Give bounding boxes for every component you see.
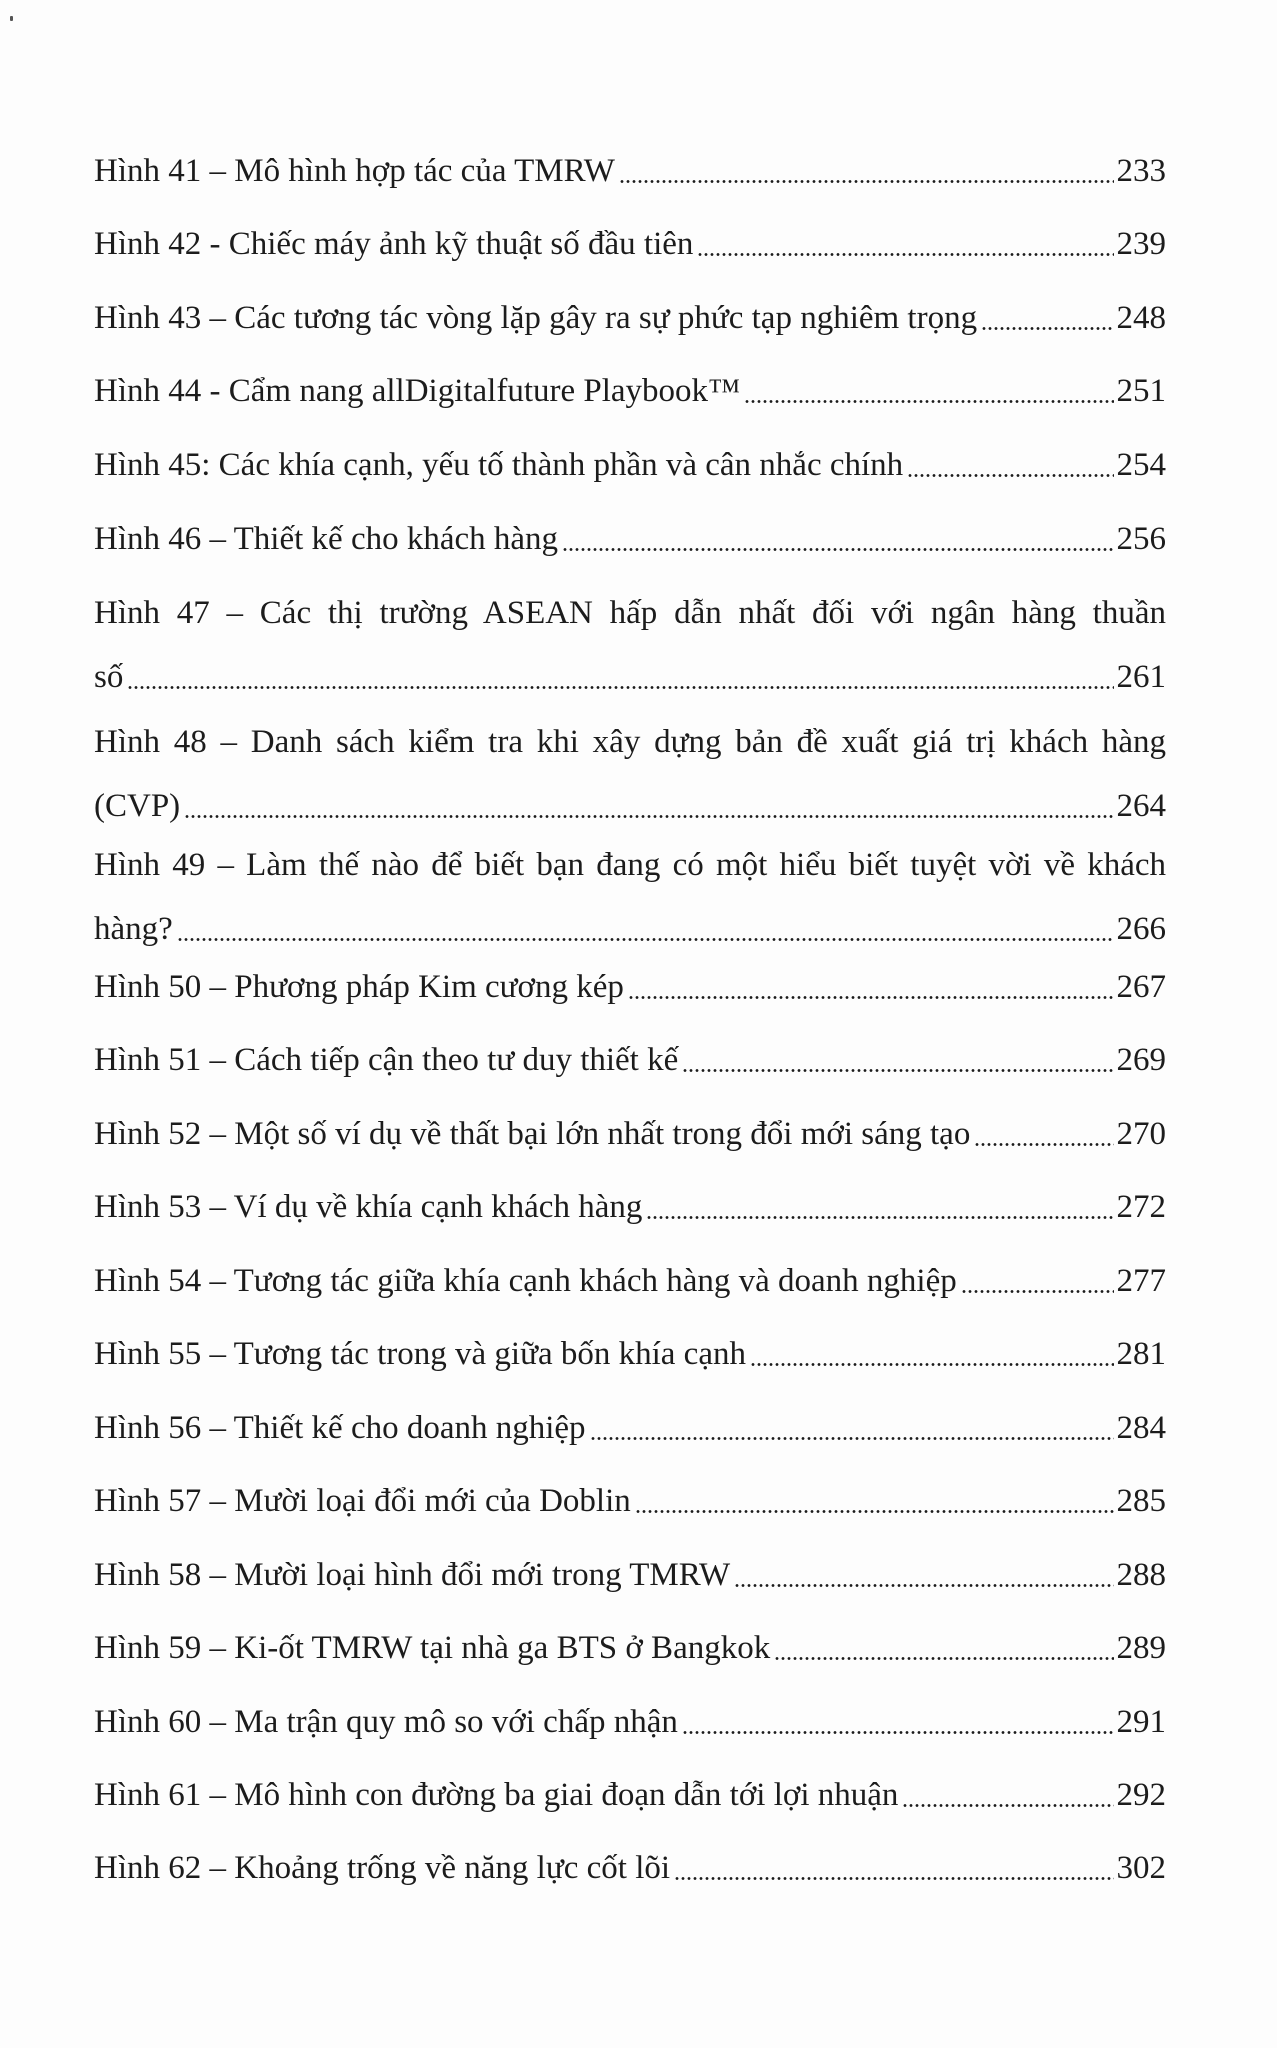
toc-entry-52 [94,1114,1166,1154]
toc-entry-49 [94,845,1166,949]
toc-entry-title: Hình 60 – Ma trận quy mô so với chấp nhận [94,1704,678,1740]
toc-page-number: 289 [1116,1630,1166,1666]
dot-leader [590,1437,1114,1440]
toc-entry-title: Hình 57 – Mười loại đổi mới của Doblin [94,1483,631,1519]
toc-page-number: 264 [1116,788,1166,824]
toc-page-number: 284 [1116,1410,1166,1446]
dot-leader [674,1877,1113,1880]
dot-leader [774,1657,1113,1660]
dot-leader [562,548,1113,551]
toc-entry-title-line1: Hình 48 – Danh sách kiểm tra khi xây dựng bản đề xuất giá trị khách hàng [94,724,1166,760]
toc-page-number: 261 [1116,659,1166,695]
toc-entry-title-line1: Hình 47 – Các thị trường ASEAN hấp dẫn nhất đối với ngân hàng thuần [94,595,1166,631]
toc-entry-title: Hình 53 – Ví dụ về khía cạnh khách hàng [94,1189,643,1225]
toc-entry-title: Hình 51 – Cách tiếp cận theo tư duy thiết kế [94,1042,679,1078]
toc-entry-41 [94,151,1166,191]
toc-entry-53 [94,1187,1166,1227]
dot-leader [628,996,1114,999]
toc-entry-51 [94,1040,1166,1080]
toc-entry-title: Hình 50 – Phương pháp Kim cương kép [94,969,624,1005]
dot-leader [127,686,1113,689]
dot-leader [744,400,1113,403]
toc-entry-title: Hình 44 - Cẩm nang allDigitalfuture Playbook™ [94,373,741,409]
toc-page-number: 254 [1116,447,1166,483]
dot-leader [619,180,1114,183]
scan-speck [10,16,13,21]
toc-entry-title: Hình 59 – Ki-ốt TMRW tại nhà ga BTS ở Bangkok [94,1630,771,1666]
toc-page-number: 269 [1116,1042,1166,1078]
toc-entry-56 [94,1408,1166,1448]
dot-leader [697,253,1113,256]
toc-page-number: 288 [1116,1557,1166,1593]
toc-entry-title: Hình 43 – Các tương tác vòng lặp gây ra sự phức tạp nghiêm trọng [94,300,978,336]
toc-entry-title: Hình 46 – Thiết kế cho khách hàng [94,521,559,557]
dot-leader [750,1363,1114,1366]
toc-entry-title: số [94,659,124,695]
toc-entry-title: Hình 61 – Mô hình con đường ba giai đoạn dẫn tới lợi nhuận [94,1777,899,1813]
toc-entry-50 [94,967,1166,1007]
toc-page-number: 291 [1116,1704,1166,1740]
toc-entry-43 [94,298,1166,338]
toc-page-number: 248 [1116,300,1166,336]
dot-leader [902,1804,1113,1807]
toc-entry-title: Hình 54 – Tương tác giữa khía cạnh khách hàng và doanh nghiệp [94,1263,957,1299]
dot-leader [646,1216,1113,1219]
toc-entry-title: Hình 42 - Chiếc máy ảnh kỹ thuật số đầu tiên [94,226,694,262]
toc-entry-44 [94,371,1166,411]
toc-page-number: 285 [1116,1483,1166,1519]
toc-entry-48 [94,722,1166,826]
dot-leader [961,1290,1114,1293]
toc-entry-60 [94,1702,1166,1742]
toc-entry-title: Hình 58 – Mười loại hình đổi mới trong TMRW [94,1557,731,1593]
toc-page-number: 251 [1116,373,1166,409]
dot-leader [734,1584,1113,1587]
dot-leader [974,1143,1113,1146]
toc-entry-title: Hình 45: Các khía cạnh, yếu tố thành phần và cân nhắc chính [94,447,904,483]
toc-page-number: 292 [1116,1777,1166,1813]
toc-entry-42 [94,224,1166,264]
toc-page-number: 272 [1116,1189,1166,1225]
toc-entry-54 [94,1261,1166,1301]
toc-page-number: 233 [1116,153,1166,189]
toc-entry-title-line1: Hình 49 – Làm thế nào để biết bạn đang có một hiểu biết tuyệt vời về khách [94,847,1166,883]
toc-entry-title: Hình 55 – Tương tác trong và giữa bốn khía cạnh [94,1336,746,1372]
toc-page-number: 281 [1116,1336,1166,1372]
dot-leader [682,1069,1113,1072]
toc-entry-46 [94,519,1166,559]
toc-page-number: 266 [1116,911,1166,947]
toc-page-number: 270 [1116,1116,1166,1152]
toc-entry-title: Hình 52 – Một số ví dụ về thất bại lớn nhất trong đổi mới sáng tạo [94,1116,971,1152]
toc-entry-57 [94,1481,1166,1521]
toc-page-number: 239 [1116,226,1166,262]
dot-leader [177,938,1114,941]
toc-entry-title: Hình 41 – Mô hình hợp tác của TMRW [94,153,615,189]
toc-entry-62 [94,1848,1166,1888]
toc-entry-55 [94,1334,1166,1374]
toc-entry-title: hàng? [94,911,173,947]
toc-entry-47 [94,593,1166,697]
toc-entry-58 [94,1555,1166,1595]
dot-leader [981,327,1113,330]
toc-page-number: 277 [1116,1263,1166,1299]
dot-leader [184,815,1113,818]
toc-entry-61 [94,1775,1166,1815]
toc-entry-title: (CVP) [94,788,181,824]
toc-entry-title: Hình 62 – Khoảng trống về năng lực cốt lõi [94,1850,671,1886]
toc-entry-59 [94,1628,1166,1668]
dot-leader [682,1731,1114,1734]
toc-page-number: 256 [1116,521,1166,557]
toc-page-number: 267 [1116,969,1166,1005]
toc-page-number: 302 [1116,1850,1166,1886]
toc-entry-title: Hình 56 – Thiết kế cho doanh nghiệp [94,1410,586,1446]
dot-leader [635,1510,1114,1513]
toc-entry-45 [94,445,1166,485]
dot-leader [907,474,1113,477]
